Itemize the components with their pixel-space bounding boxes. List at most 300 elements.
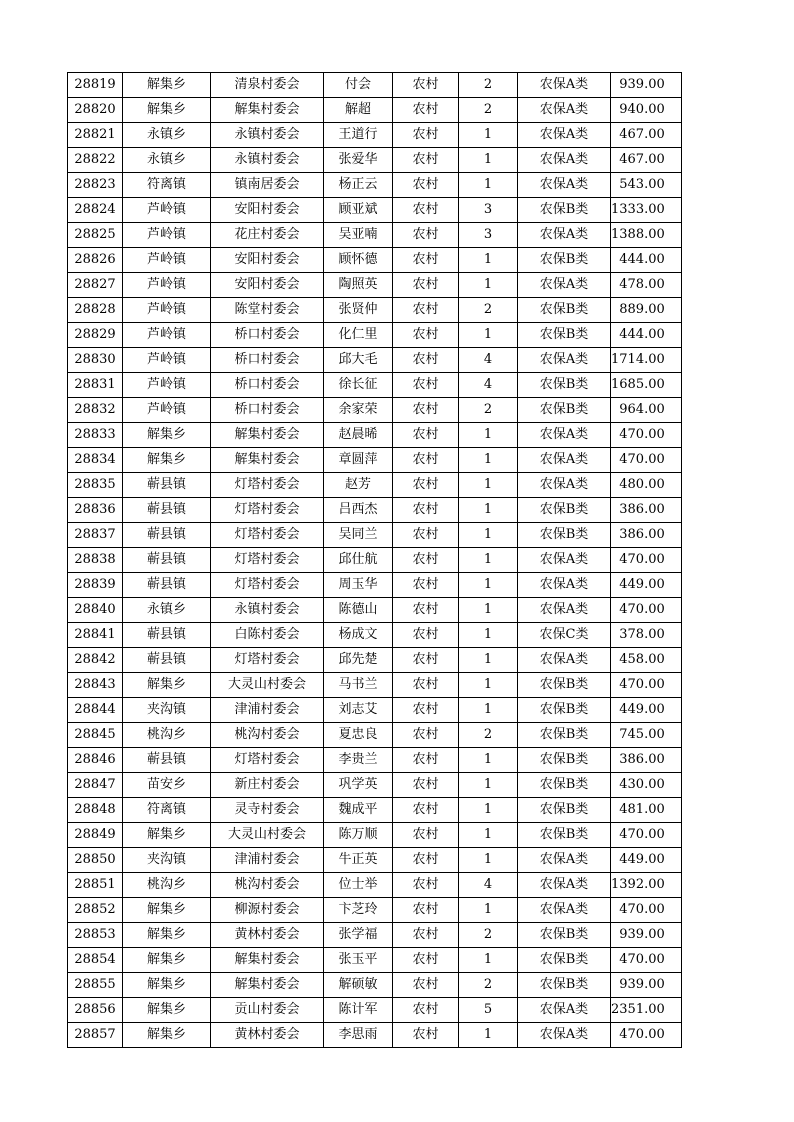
- amount-cell: 480.00: [611, 473, 682, 498]
- table-row: [68, 698, 682, 723]
- household-type-cell: 农村: [393, 823, 459, 848]
- serial-number-cell: 28835: [68, 473, 123, 498]
- name-cell: 李贵兰: [324, 748, 393, 773]
- household-type-cell: 农村: [393, 398, 459, 423]
- village-committee-cell: 津浦村委会: [211, 698, 324, 723]
- village-committee-cell: 安阳村委会: [211, 273, 324, 298]
- roster-table: [67, 72, 682, 1048]
- serial-number-cell: 28838: [68, 548, 123, 573]
- serial-number-cell: 28856: [68, 998, 123, 1023]
- township-cell: 蕲县镇: [123, 623, 211, 648]
- household-type-cell: 农村: [393, 923, 459, 948]
- amount-cell: 470.00: [611, 673, 682, 698]
- table-row: [68, 773, 682, 798]
- insurance-category-cell: 农保A类: [518, 73, 611, 98]
- table-row: [68, 998, 682, 1023]
- household-type-cell: 农村: [393, 773, 459, 798]
- person-count-cell: 1: [459, 798, 518, 823]
- person-count-cell: 2: [459, 398, 518, 423]
- insurance-category-cell: 农保A类: [518, 223, 611, 248]
- serial-number-cell: 28824: [68, 198, 123, 223]
- insurance-category-cell: 农保A类: [518, 548, 611, 573]
- township-cell: 解集乡: [123, 998, 211, 1023]
- village-committee-cell: 桥口村委会: [211, 323, 324, 348]
- person-count-cell: 1: [459, 498, 518, 523]
- household-type-cell: 农村: [393, 898, 459, 923]
- person-count-cell: 4: [459, 873, 518, 898]
- table-row: [68, 598, 682, 623]
- table-row: [68, 498, 682, 523]
- table-row: [68, 223, 682, 248]
- name-cell: 吕西杰: [324, 498, 393, 523]
- name-cell: 张爱华: [324, 148, 393, 173]
- insurance-category-cell: 农保A类: [518, 123, 611, 148]
- name-cell: 位士举: [324, 873, 393, 898]
- amount-cell: 470.00: [611, 823, 682, 848]
- name-cell: 刘志艾: [324, 698, 393, 723]
- amount-cell: 1714.00: [611, 348, 682, 373]
- township-cell: 解集乡: [123, 948, 211, 973]
- serial-number-cell: 28840: [68, 598, 123, 623]
- township-cell: 解集乡: [123, 73, 211, 98]
- village-committee-cell: 灯塔村委会: [211, 748, 324, 773]
- village-committee-cell: 黄林村委会: [211, 1023, 324, 1048]
- serial-number-cell: 28847: [68, 773, 123, 798]
- table-row: [68, 198, 682, 223]
- table-row: [68, 548, 682, 573]
- person-count-cell: 4: [459, 373, 518, 398]
- insurance-category-cell: 农保A类: [518, 573, 611, 598]
- amount-cell: 939.00: [611, 923, 682, 948]
- household-type-cell: 农村: [393, 423, 459, 448]
- person-count-cell: 1: [459, 448, 518, 473]
- amount-cell: 449.00: [611, 848, 682, 873]
- person-count-cell: 1: [459, 948, 518, 973]
- name-cell: 陈万顺: [324, 823, 393, 848]
- amount-cell: 470.00: [611, 1023, 682, 1048]
- serial-number-cell: 28823: [68, 173, 123, 198]
- amount-cell: 449.00: [611, 698, 682, 723]
- amount-cell: 458.00: [611, 648, 682, 673]
- household-type-cell: 农村: [393, 323, 459, 348]
- insurance-category-cell: 农保A类: [518, 998, 611, 1023]
- insurance-category-cell: 农保A类: [518, 148, 611, 173]
- household-type-cell: 农村: [393, 573, 459, 598]
- serial-number-cell: 28834: [68, 448, 123, 473]
- insurance-category-cell: 农保B类: [518, 498, 611, 523]
- table-row: [68, 623, 682, 648]
- table-row: [68, 448, 682, 473]
- household-type-cell: 农村: [393, 448, 459, 473]
- table-row: [68, 298, 682, 323]
- serial-number-cell: 28830: [68, 348, 123, 373]
- village-committee-cell: 新庄村委会: [211, 773, 324, 798]
- amount-cell: 470.00: [611, 598, 682, 623]
- table-row: [68, 273, 682, 298]
- name-cell: 张玉平: [324, 948, 393, 973]
- name-cell: 赵晨晞: [324, 423, 393, 448]
- insurance-category-cell: 农保B类: [518, 773, 611, 798]
- township-cell: 芦岭镇: [123, 323, 211, 348]
- household-type-cell: 农村: [393, 1023, 459, 1048]
- serial-number-cell: 28855: [68, 973, 123, 998]
- roster-body: [68, 73, 682, 1048]
- name-cell: 邱大毛: [324, 348, 393, 373]
- village-committee-cell: 解集村委会: [211, 973, 324, 998]
- name-cell: 徐长征: [324, 373, 393, 398]
- township-cell: 芦岭镇: [123, 348, 211, 373]
- amount-cell: 478.00: [611, 273, 682, 298]
- person-count-cell: 1: [459, 673, 518, 698]
- table-row: [68, 148, 682, 173]
- name-cell: 张学福: [324, 923, 393, 948]
- amount-cell: 543.00: [611, 173, 682, 198]
- village-committee-cell: 灵寺村委会: [211, 798, 324, 823]
- amount-cell: 467.00: [611, 148, 682, 173]
- person-count-cell: 1: [459, 823, 518, 848]
- amount-cell: 470.00: [611, 548, 682, 573]
- household-type-cell: 农村: [393, 98, 459, 123]
- insurance-category-cell: 农保A类: [518, 848, 611, 873]
- village-committee-cell: 桥口村委会: [211, 398, 324, 423]
- household-type-cell: 农村: [393, 948, 459, 973]
- person-count-cell: 1: [459, 1023, 518, 1048]
- table-row: [68, 748, 682, 773]
- name-cell: 顾亚斌: [324, 198, 393, 223]
- township-cell: 蕲县镇: [123, 748, 211, 773]
- name-cell: 邱先楚: [324, 648, 393, 673]
- household-type-cell: 农村: [393, 148, 459, 173]
- township-cell: 蕲县镇: [123, 573, 211, 598]
- village-committee-cell: 清泉村委会: [211, 73, 324, 98]
- household-type-cell: 农村: [393, 273, 459, 298]
- serial-number-cell: 28852: [68, 898, 123, 923]
- township-cell: 芦岭镇: [123, 223, 211, 248]
- serial-number-cell: 28851: [68, 873, 123, 898]
- insurance-category-cell: 农保A类: [518, 898, 611, 923]
- serial-number-cell: 28853: [68, 923, 123, 948]
- person-count-cell: 3: [459, 198, 518, 223]
- insurance-category-cell: 农保B类: [518, 673, 611, 698]
- person-count-cell: 1: [459, 548, 518, 573]
- serial-number-cell: 28850: [68, 848, 123, 873]
- person-count-cell: 1: [459, 598, 518, 623]
- village-committee-cell: 永镇村委会: [211, 598, 324, 623]
- name-cell: 周玉华: [324, 573, 393, 598]
- serial-number-cell: 28844: [68, 698, 123, 723]
- amount-cell: 470.00: [611, 898, 682, 923]
- village-committee-cell: 解集村委会: [211, 448, 324, 473]
- township-cell: 永镇乡: [123, 123, 211, 148]
- insurance-category-cell: 农保B类: [518, 748, 611, 773]
- township-cell: 解集乡: [123, 823, 211, 848]
- name-cell: 夏忠良: [324, 723, 393, 748]
- insurance-category-cell: 农保A类: [518, 98, 611, 123]
- serial-number-cell: 28829: [68, 323, 123, 348]
- name-cell: 付会: [324, 73, 393, 98]
- serial-number-cell: 28849: [68, 823, 123, 848]
- person-count-cell: 1: [459, 273, 518, 298]
- household-type-cell: 农村: [393, 473, 459, 498]
- serial-number-cell: 28837: [68, 523, 123, 548]
- serial-number-cell: 28820: [68, 98, 123, 123]
- person-count-cell: 2: [459, 298, 518, 323]
- village-committee-cell: 灯塔村委会: [211, 548, 324, 573]
- township-cell: 蕲县镇: [123, 473, 211, 498]
- serial-number-cell: 28822: [68, 148, 123, 173]
- township-cell: 芦岭镇: [123, 273, 211, 298]
- township-cell: 符离镇: [123, 173, 211, 198]
- name-cell: 赵芳: [324, 473, 393, 498]
- township-cell: 解集乡: [123, 898, 211, 923]
- village-committee-cell: 贡山村委会: [211, 998, 324, 1023]
- township-cell: 桃沟乡: [123, 873, 211, 898]
- village-committee-cell: 大灵山村委会: [211, 673, 324, 698]
- household-type-cell: 农村: [393, 198, 459, 223]
- serial-number-cell: 28839: [68, 573, 123, 598]
- amount-cell: 444.00: [611, 248, 682, 273]
- person-count-cell: 1: [459, 248, 518, 273]
- household-type-cell: 农村: [393, 248, 459, 273]
- name-cell: 陈计军: [324, 998, 393, 1023]
- serial-number-cell: 28821: [68, 123, 123, 148]
- person-count-cell: 1: [459, 623, 518, 648]
- serial-number-cell: 28831: [68, 373, 123, 398]
- amount-cell: 467.00: [611, 123, 682, 148]
- village-committee-cell: 灯塔村委会: [211, 498, 324, 523]
- household-type-cell: 农村: [393, 598, 459, 623]
- serial-number-cell: 28846: [68, 748, 123, 773]
- serial-number-cell: 28848: [68, 798, 123, 823]
- person-count-cell: 4: [459, 348, 518, 373]
- insurance-category-cell: 农保B类: [518, 298, 611, 323]
- insurance-category-cell: 农保A类: [518, 648, 611, 673]
- township-cell: 芦岭镇: [123, 398, 211, 423]
- person-count-cell: 1: [459, 123, 518, 148]
- serial-number-cell: 28819: [68, 73, 123, 98]
- insurance-category-cell: 农保A类: [518, 273, 611, 298]
- household-type-cell: 农村: [393, 548, 459, 573]
- household-type-cell: 农村: [393, 348, 459, 373]
- name-cell: 李思雨: [324, 1023, 393, 1048]
- amount-cell: 939.00: [611, 73, 682, 98]
- table-row: [68, 348, 682, 373]
- village-committee-cell: 桥口村委会: [211, 348, 324, 373]
- township-cell: 芦岭镇: [123, 373, 211, 398]
- amount-cell: 386.00: [611, 523, 682, 548]
- village-committee-cell: 解集村委会: [211, 948, 324, 973]
- name-cell: 陶照英: [324, 273, 393, 298]
- household-type-cell: 农村: [393, 873, 459, 898]
- township-cell: 蕲县镇: [123, 548, 211, 573]
- amount-cell: 745.00: [611, 723, 682, 748]
- table-row: [68, 573, 682, 598]
- person-count-cell: 2: [459, 923, 518, 948]
- amount-cell: 470.00: [611, 448, 682, 473]
- insurance-category-cell: 农保B类: [518, 698, 611, 723]
- insurance-category-cell: 农保A类: [518, 448, 611, 473]
- village-committee-cell: 桃沟村委会: [211, 723, 324, 748]
- person-count-cell: 1: [459, 423, 518, 448]
- household-type-cell: 农村: [393, 748, 459, 773]
- insurance-category-cell: 农保B类: [518, 798, 611, 823]
- person-count-cell: 1: [459, 523, 518, 548]
- amount-cell: 430.00: [611, 773, 682, 798]
- person-count-cell: 2: [459, 723, 518, 748]
- insurance-category-cell: 农保A类: [518, 473, 611, 498]
- insurance-category-cell: 农保B类: [518, 723, 611, 748]
- village-committee-cell: 津浦村委会: [211, 848, 324, 873]
- table-row: [68, 973, 682, 998]
- household-type-cell: 农村: [393, 223, 459, 248]
- insurance-category-cell: 农保B类: [518, 248, 611, 273]
- township-cell: 夹沟镇: [123, 698, 211, 723]
- household-type-cell: 农村: [393, 498, 459, 523]
- insurance-category-cell: 农保B类: [518, 398, 611, 423]
- table-row: [68, 98, 682, 123]
- household-type-cell: 农村: [393, 848, 459, 873]
- township-cell: 解集乡: [123, 98, 211, 123]
- name-cell: 邱仕航: [324, 548, 393, 573]
- insurance-category-cell: 农保B类: [518, 823, 611, 848]
- township-cell: 芦岭镇: [123, 198, 211, 223]
- amount-cell: 940.00: [611, 98, 682, 123]
- serial-number-cell: 28842: [68, 648, 123, 673]
- serial-number-cell: 28832: [68, 398, 123, 423]
- amount-cell: 470.00: [611, 948, 682, 973]
- insurance-category-cell: 农保B类: [518, 373, 611, 398]
- township-cell: 永镇乡: [123, 148, 211, 173]
- person-count-cell: 1: [459, 698, 518, 723]
- insurance-category-cell: 农保A类: [518, 1023, 611, 1048]
- person-count-cell: 2: [459, 98, 518, 123]
- household-type-cell: 农村: [393, 698, 459, 723]
- name-cell: 吴亚喃: [324, 223, 393, 248]
- insurance-category-cell: 农保B类: [518, 323, 611, 348]
- household-type-cell: 农村: [393, 373, 459, 398]
- insurance-category-cell: 农保A类: [518, 348, 611, 373]
- name-cell: 解超: [324, 98, 393, 123]
- household-type-cell: 农村: [393, 998, 459, 1023]
- person-count-cell: 1: [459, 148, 518, 173]
- village-committee-cell: 花庄村委会: [211, 223, 324, 248]
- serial-number-cell: 28857: [68, 1023, 123, 1048]
- serial-number-cell: 28825: [68, 223, 123, 248]
- name-cell: 杨成文: [324, 623, 393, 648]
- insurance-category-cell: 农保A类: [518, 423, 611, 448]
- household-type-cell: 农村: [393, 673, 459, 698]
- table-row: [68, 248, 682, 273]
- household-type-cell: 农村: [393, 723, 459, 748]
- household-type-cell: 农村: [393, 298, 459, 323]
- village-committee-cell: 灯塔村委会: [211, 473, 324, 498]
- village-committee-cell: 桥口村委会: [211, 373, 324, 398]
- person-count-cell: 1: [459, 323, 518, 348]
- village-committee-cell: 解集村委会: [211, 423, 324, 448]
- amount-cell: 449.00: [611, 573, 682, 598]
- village-committee-cell: 陈堂村委会: [211, 298, 324, 323]
- village-committee-cell: 安阳村委会: [211, 248, 324, 273]
- amount-cell: 444.00: [611, 323, 682, 348]
- village-committee-cell: 灯塔村委会: [211, 523, 324, 548]
- household-type-cell: 农村: [393, 523, 459, 548]
- serial-number-cell: 28841: [68, 623, 123, 648]
- insurance-category-cell: 农保B类: [518, 923, 611, 948]
- household-type-cell: 农村: [393, 973, 459, 998]
- serial-number-cell: 28836: [68, 498, 123, 523]
- amount-cell: 2351.00: [611, 998, 682, 1023]
- serial-number-cell: 28826: [68, 248, 123, 273]
- amount-cell: 939.00: [611, 973, 682, 998]
- table-row: [68, 723, 682, 748]
- table-row: [68, 848, 682, 873]
- table-row: [68, 423, 682, 448]
- amount-cell: 481.00: [611, 798, 682, 823]
- table-row: [68, 873, 682, 898]
- insurance-category-cell: 农保B类: [518, 948, 611, 973]
- name-cell: 化仁里: [324, 323, 393, 348]
- village-committee-cell: 黄林村委会: [211, 923, 324, 948]
- name-cell: 杨正云: [324, 173, 393, 198]
- amount-cell: 378.00: [611, 623, 682, 648]
- insurance-category-cell: 农保B类: [518, 523, 611, 548]
- amount-cell: 386.00: [611, 748, 682, 773]
- amount-cell: 1333.00: [611, 198, 682, 223]
- serial-number-cell: 28845: [68, 723, 123, 748]
- table-row: [68, 73, 682, 98]
- village-committee-cell: 白陈村委会: [211, 623, 324, 648]
- township-cell: 芦岭镇: [123, 248, 211, 273]
- table-row: [68, 948, 682, 973]
- village-committee-cell: 镇南居委会: [211, 173, 324, 198]
- table-row: [68, 473, 682, 498]
- table-row: [68, 398, 682, 423]
- insurance-category-cell: 农保A类: [518, 173, 611, 198]
- person-count-cell: 1: [459, 848, 518, 873]
- amount-cell: 1392.00: [611, 873, 682, 898]
- person-count-cell: 5: [459, 998, 518, 1023]
- table-row: [68, 798, 682, 823]
- household-type-cell: 农村: [393, 173, 459, 198]
- insurance-category-cell: 农保A类: [518, 873, 611, 898]
- table-row: [68, 898, 682, 923]
- person-count-cell: 3: [459, 223, 518, 248]
- name-cell: 张贤仲: [324, 298, 393, 323]
- person-count-cell: 1: [459, 648, 518, 673]
- table-row: [68, 373, 682, 398]
- person-count-cell: 1: [459, 473, 518, 498]
- name-cell: 王道行: [324, 123, 393, 148]
- township-cell: 解集乡: [123, 973, 211, 998]
- name-cell: 魏成平: [324, 798, 393, 823]
- township-cell: 桃沟乡: [123, 723, 211, 748]
- table-row: [68, 923, 682, 948]
- name-cell: 马书兰: [324, 673, 393, 698]
- amount-cell: 1388.00: [611, 223, 682, 248]
- village-committee-cell: 灯塔村委会: [211, 573, 324, 598]
- household-type-cell: 农村: [393, 798, 459, 823]
- serial-number-cell: 28827: [68, 273, 123, 298]
- person-count-cell: 1: [459, 173, 518, 198]
- name-cell: 牛正英: [324, 848, 393, 873]
- village-committee-cell: 永镇村委会: [211, 148, 324, 173]
- serial-number-cell: 28854: [68, 948, 123, 973]
- village-committee-cell: 永镇村委会: [211, 123, 324, 148]
- table-row: [68, 173, 682, 198]
- name-cell: 吴同兰: [324, 523, 393, 548]
- person-count-cell: 1: [459, 573, 518, 598]
- table-row: [68, 673, 682, 698]
